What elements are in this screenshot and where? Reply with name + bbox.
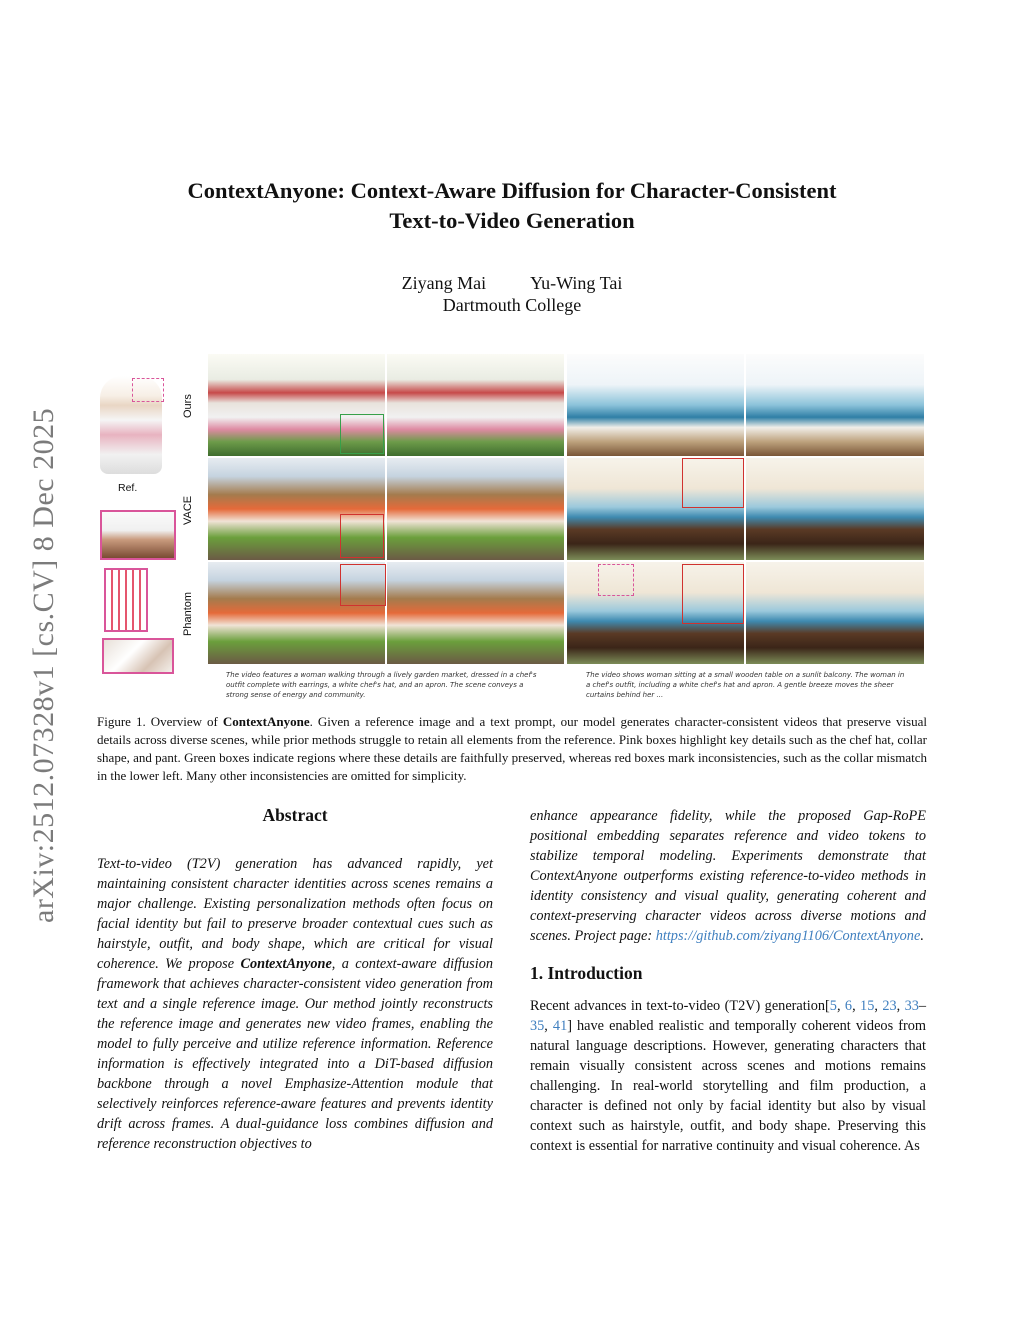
row-label-phantom: Phantom bbox=[182, 591, 194, 637]
sep: , bbox=[836, 998, 845, 1014]
reference-crop-collar bbox=[104, 568, 148, 632]
title-line-1: ContextAnyone: Context-Aware Diffusion for Character-Consistent bbox=[187, 178, 837, 203]
reference-crop-pant bbox=[102, 638, 174, 674]
abstract-end: . bbox=[920, 928, 924, 944]
frame-vace-2 bbox=[387, 458, 564, 560]
affiliation: Dartmouth College bbox=[442, 295, 582, 315]
reference-crop-hat bbox=[100, 510, 176, 560]
citation-link[interactable]: 35 bbox=[530, 1018, 545, 1034]
abstract-continued bbox=[530, 806, 926, 946]
citation-link[interactable]: 33 bbox=[904, 998, 919, 1014]
highlight-box bbox=[598, 564, 634, 596]
abstract-method-name: ContextAnyone bbox=[240, 956, 332, 972]
consistent-box bbox=[340, 414, 384, 454]
left-column bbox=[97, 804, 493, 1154]
intro-heading: 1. Introduction bbox=[530, 963, 643, 983]
frame-ours-3 bbox=[567, 354, 744, 456]
abstract-heading: Abstract bbox=[262, 805, 328, 825]
inconsistent-box bbox=[682, 564, 744, 624]
frame-ours-2 bbox=[387, 354, 564, 456]
prompt-right: The video shows woman sitting at a small wooden table on a sunlit balcony. The woman in a chef's outfit, including a white chef's hat and apron. A gentle breeze moves the sheer curtains behind her ... bbox=[586, 671, 905, 699]
citation-link[interactable]: 6 bbox=[844, 998, 853, 1014]
author-1: Ziyang Mai bbox=[401, 273, 487, 293]
sep: , bbox=[874, 998, 883, 1014]
citation-link[interactable]: 5 bbox=[829, 998, 837, 1014]
abstract-part-2: , a context-aware diffusion framework that achieves character-consistent video generation from text and a single reference image. Our method jointly reconstructs the reference image and generates new video frames, enabling the model to fully perceive and utilize reference information. Reference information is effectively integrated into a DiT-based diffusion backbone through a novel Emphasize-Attention module that selectively reinforces reference-aware features and prevents identity drift across frames. A dual-guidance loss combines diffusion and reference reconstruction objectives to bbox=[97, 956, 493, 1152]
title-line-2: Text-to-Video Generation bbox=[389, 208, 635, 233]
paper-title bbox=[0, 176, 1024, 236]
row-label-vace: VACE bbox=[182, 495, 194, 525]
project-page-link[interactable]: https://github.com/ziyang1106/ContextAnyone bbox=[655, 928, 921, 944]
inconsistent-box bbox=[340, 564, 386, 606]
authors bbox=[0, 272, 1024, 316]
frame-vace-4 bbox=[746, 458, 924, 560]
prompt-left: The video features a woman walking through a lively garden market, dressed in a chef's outfit complete with earrings, a white chef's hat, and an apron. The scene conveys a strong sense of energy and community. bbox=[226, 671, 537, 699]
inconsistent-box bbox=[682, 458, 744, 508]
frame-ours-4 bbox=[746, 354, 924, 456]
citation-link[interactable]: 23 bbox=[882, 998, 897, 1014]
reference-label: Ref. bbox=[118, 482, 138, 494]
row-label-ours: Ours bbox=[182, 394, 194, 418]
reference-hat-box bbox=[132, 378, 164, 402]
right-column bbox=[530, 806, 926, 1156]
citation-link[interactable]: 41 bbox=[552, 1018, 568, 1034]
intro-text bbox=[530, 996, 926, 1156]
sep: – bbox=[918, 998, 927, 1014]
figure-caption bbox=[97, 713, 927, 785]
sep: , bbox=[852, 998, 861, 1014]
sep: , bbox=[544, 1018, 553, 1034]
inconsistent-box bbox=[340, 514, 384, 558]
intro-part-2: ] have enabled realistic and temporally coherent videos from natural language descriptions. However, generating characters that remain visually consistent across scenes and motions remains challenging. In real-world storytelling and film production, a character is defined not only by facial identity but also by visual context such as hairstyle, outfit, and body shape. Preserving this context is essential for narrative continuity and visual coherence. As bbox=[530, 1018, 926, 1154]
frame-phantom-2 bbox=[387, 562, 564, 664]
abstract-text bbox=[97, 854, 493, 1154]
caption-text: . Given a reference image and a text prompt, our model generates character-consistent videos that preserve visual details across diverse scenes, while prior methods struggle to retain all elements from the reference. Pink boxes highlight key details such as the chef hat, collar shape, and pant. Green boxes indicate regions where these details are faithfully preserved, whereas red boxes mark inconsistencies, such as the collar mismatch in the lower left. Many other inconsistencies are omitted for simplicity. bbox=[97, 714, 927, 783]
citation-link[interactable]: 15 bbox=[860, 998, 875, 1014]
abstract-part-1: Text-to-video (T2V) generation has advanced rapidly, yet maintaining consistent character identities across scenes remains a major challenge. Existing personalization methods often focus on facial identity but fail to preserve broader contextual cues such as hairstyle, outfit, and body shape, which are critical for visual coherence. We propose bbox=[97, 856, 493, 972]
abstract-part-3: enhance appearance fidelity, while the proposed Gap-RoPE positional embedding separates reference and video tokens to stabilize temporal modeling. Experiments demonstrate that ContextAnyone outperforms existing reference-to-video methods in identity consistency and visual quality, generating coherent and context-preserving character videos across diverse motions and scenes. Project page: bbox=[530, 808, 926, 944]
sep: , bbox=[896, 998, 905, 1014]
author-2: Yu-Wing Tai bbox=[530, 273, 623, 293]
figure-1 bbox=[96, 352, 928, 708]
frame-phantom-4 bbox=[746, 562, 924, 664]
intro-part-1: Recent advances in text-to-video (T2V) generation[ bbox=[530, 998, 830, 1014]
caption-method-name: ContextAnyone bbox=[222, 714, 310, 729]
arxiv-side-label: arXiv:2512.07328v1 [cs.CV] 8 Dec 2025 bbox=[27, 407, 60, 923]
caption-label: Figure 1. Overview of bbox=[97, 714, 223, 729]
